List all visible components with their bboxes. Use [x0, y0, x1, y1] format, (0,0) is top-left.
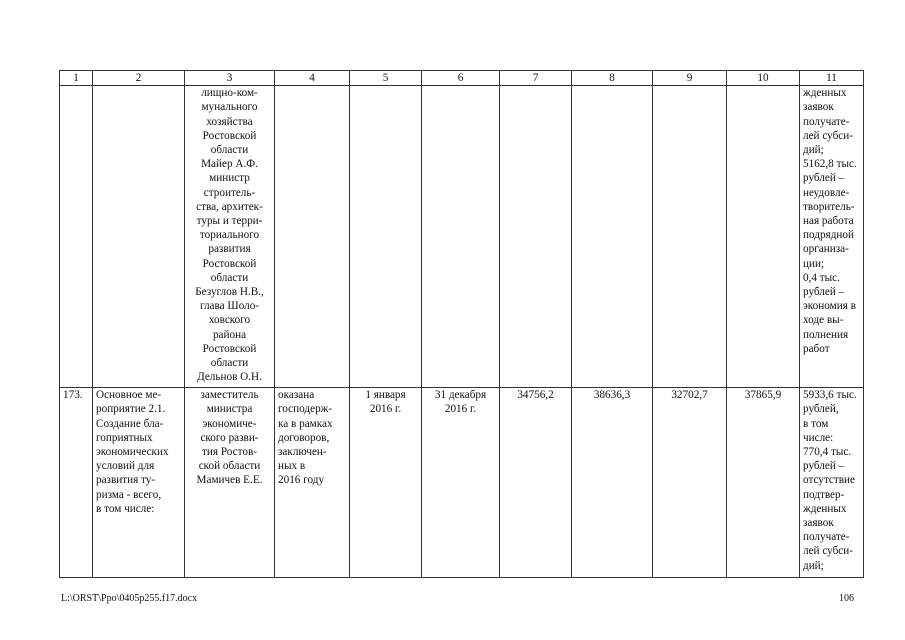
text-line: дий;	[803, 559, 824, 572]
text-line: получате-	[803, 531, 850, 544]
text-line: ториального	[199, 229, 260, 242]
cell-col8	[572, 86, 653, 388]
header-cell-9: 9	[653, 71, 727, 86]
text-line: в том	[803, 417, 829, 430]
header-cell-11: 11	[800, 71, 864, 86]
text-line: получате-	[803, 115, 850, 128]
text-line: заявок	[803, 101, 834, 114]
text-line: Ростовской	[202, 342, 257, 355]
cell-responsible	[185, 86, 275, 388]
header-row	[60, 71, 864, 86]
text-line: полнения	[803, 328, 849, 341]
cell-col10: 37865,9	[727, 388, 800, 578]
text-line: Ростовской	[202, 257, 257, 270]
text-line: района	[212, 328, 247, 341]
text-line: жденных	[803, 87, 847, 100]
text-line: ства, архитек-	[196, 200, 263, 213]
file-path: L:\ORST\Ppo\0405p255.f17.docx	[61, 593, 198, 604]
header-cell-4: 4	[275, 71, 350, 86]
text-line: ка в рамках	[278, 417, 333, 430]
text-line: министра	[206, 403, 253, 416]
text-line: мунального	[201, 101, 258, 114]
text-line: 0,4 тыс.	[803, 271, 840, 284]
table-row-continuation	[60, 86, 864, 388]
cell-result	[275, 388, 350, 578]
text-line: отсутствие	[803, 474, 855, 487]
text-line: области	[210, 144, 249, 157]
text-line: творитель-	[803, 200, 855, 213]
cell-num: 173.	[60, 388, 93, 578]
text-line: 1 января	[365, 389, 406, 402]
cell-responsible	[185, 388, 275, 578]
header-cell-2: 2	[93, 71, 185, 86]
cell-activity	[93, 86, 185, 388]
text-line: работ	[803, 342, 830, 355]
text-line: господерж-	[278, 403, 333, 416]
text-line: Ростовской	[202, 129, 257, 142]
text-line: ского разви-	[200, 431, 259, 444]
text-line: неудовле-	[803, 186, 850, 199]
text-line: 2016 г.	[369, 403, 402, 416]
text-line: области	[210, 357, 249, 370]
text-line: ходе вы-	[803, 314, 844, 327]
text-line: рублей,	[803, 403, 839, 416]
text-line: Создание бла-	[96, 417, 164, 430]
text-line: рублей –	[803, 460, 845, 473]
text-line: в том числе:	[96, 502, 155, 515]
text-line: дий;	[803, 144, 824, 157]
text-line: Основное ме-	[96, 389, 162, 402]
text-line: подтвер-	[803, 488, 845, 501]
text-line: области	[210, 271, 249, 284]
text-line: 5162,8 тыс.	[803, 158, 857, 171]
data-table	[59, 70, 864, 578]
text-line: организа-	[803, 243, 849, 256]
text-line: ховского	[208, 314, 251, 327]
text-line: туры и терри-	[196, 215, 263, 228]
text-line: жденных	[803, 502, 847, 515]
text-line: Безуглов Н.В.,	[195, 286, 264, 299]
cell-col8: 38636,3	[572, 388, 653, 578]
text-line: Майер А.Ф.	[201, 158, 258, 171]
text-line: хозяйства	[206, 115, 253, 128]
text-line: Мамичев Е.Е.	[196, 474, 263, 487]
text-line: числе:	[803, 431, 834, 444]
text-line: 770,4 тыс.	[803, 446, 852, 459]
text-line: гоприятных	[96, 431, 153, 444]
text-line: глава Шоло-	[199, 300, 260, 313]
cell-col7	[500, 86, 572, 388]
text-line: Дельнов О.Н.	[197, 371, 262, 384]
text-line: развития ту-	[96, 474, 156, 487]
text-line: министр	[209, 172, 250, 185]
text-line: экономических	[96, 446, 169, 459]
cell-notes	[800, 388, 864, 578]
cell-start	[350, 86, 422, 388]
header-cell-10: 10	[727, 71, 800, 86]
text-line: 2016 году	[278, 474, 325, 487]
text-line: ризма - всего,	[96, 488, 162, 501]
cell-start	[350, 388, 422, 578]
text-line: ской области	[198, 460, 261, 473]
cell-col9: 32702,7	[653, 388, 727, 578]
text-line: подрядной	[803, 229, 854, 242]
text-line: развития	[208, 243, 251, 256]
text-line: экономиче-	[202, 417, 257, 430]
header-cell-6: 6	[422, 71, 500, 86]
page-number: 106	[839, 593, 854, 604]
text-line: оказана	[278, 389, 315, 402]
cell-activity	[93, 388, 185, 578]
cell-col7: 34756,2	[500, 388, 572, 578]
text-line: ции;	[803, 257, 825, 270]
cell-col10	[727, 86, 800, 388]
header-cell-5: 5	[350, 71, 422, 86]
text-line: заключен-	[278, 446, 327, 459]
text-line: тия Ростов-	[202, 446, 257, 459]
header-cell-1: 1	[60, 71, 93, 86]
text-line: лей субси-	[803, 545, 853, 558]
text-line: ная работа	[803, 215, 854, 228]
text-line: 31 декабря	[434, 389, 487, 402]
header-cell-7: 7	[500, 71, 572, 86]
text-line: экономия в	[803, 300, 856, 313]
cell-notes	[800, 86, 864, 388]
text-line: лищно-ком-	[201, 87, 258, 100]
cell-result	[275, 86, 350, 388]
text-line: 2016 г.	[444, 403, 477, 416]
text-line: условий для	[96, 460, 155, 473]
header-cell-8: 8	[572, 71, 653, 86]
cell-num	[60, 86, 93, 388]
text-line: 5933,6 тыс.	[803, 389, 857, 402]
cell-end	[422, 86, 500, 388]
text-line: рублей –	[803, 286, 845, 299]
header-cell-3: 3	[185, 71, 275, 86]
text-line: роприятие 2.1.	[96, 403, 166, 416]
cell-end	[422, 388, 500, 578]
table-row-173	[60, 388, 864, 578]
text-line: заместитель	[200, 389, 259, 402]
cell-col9	[653, 86, 727, 388]
text-line: заявок	[803, 517, 834, 530]
text-line: лей субси-	[803, 129, 853, 142]
text-line: ных в	[278, 460, 306, 473]
text-line: договоров,	[278, 431, 330, 444]
text-line: строитель-	[203, 186, 256, 199]
text-line: рублей –	[803, 172, 845, 185]
